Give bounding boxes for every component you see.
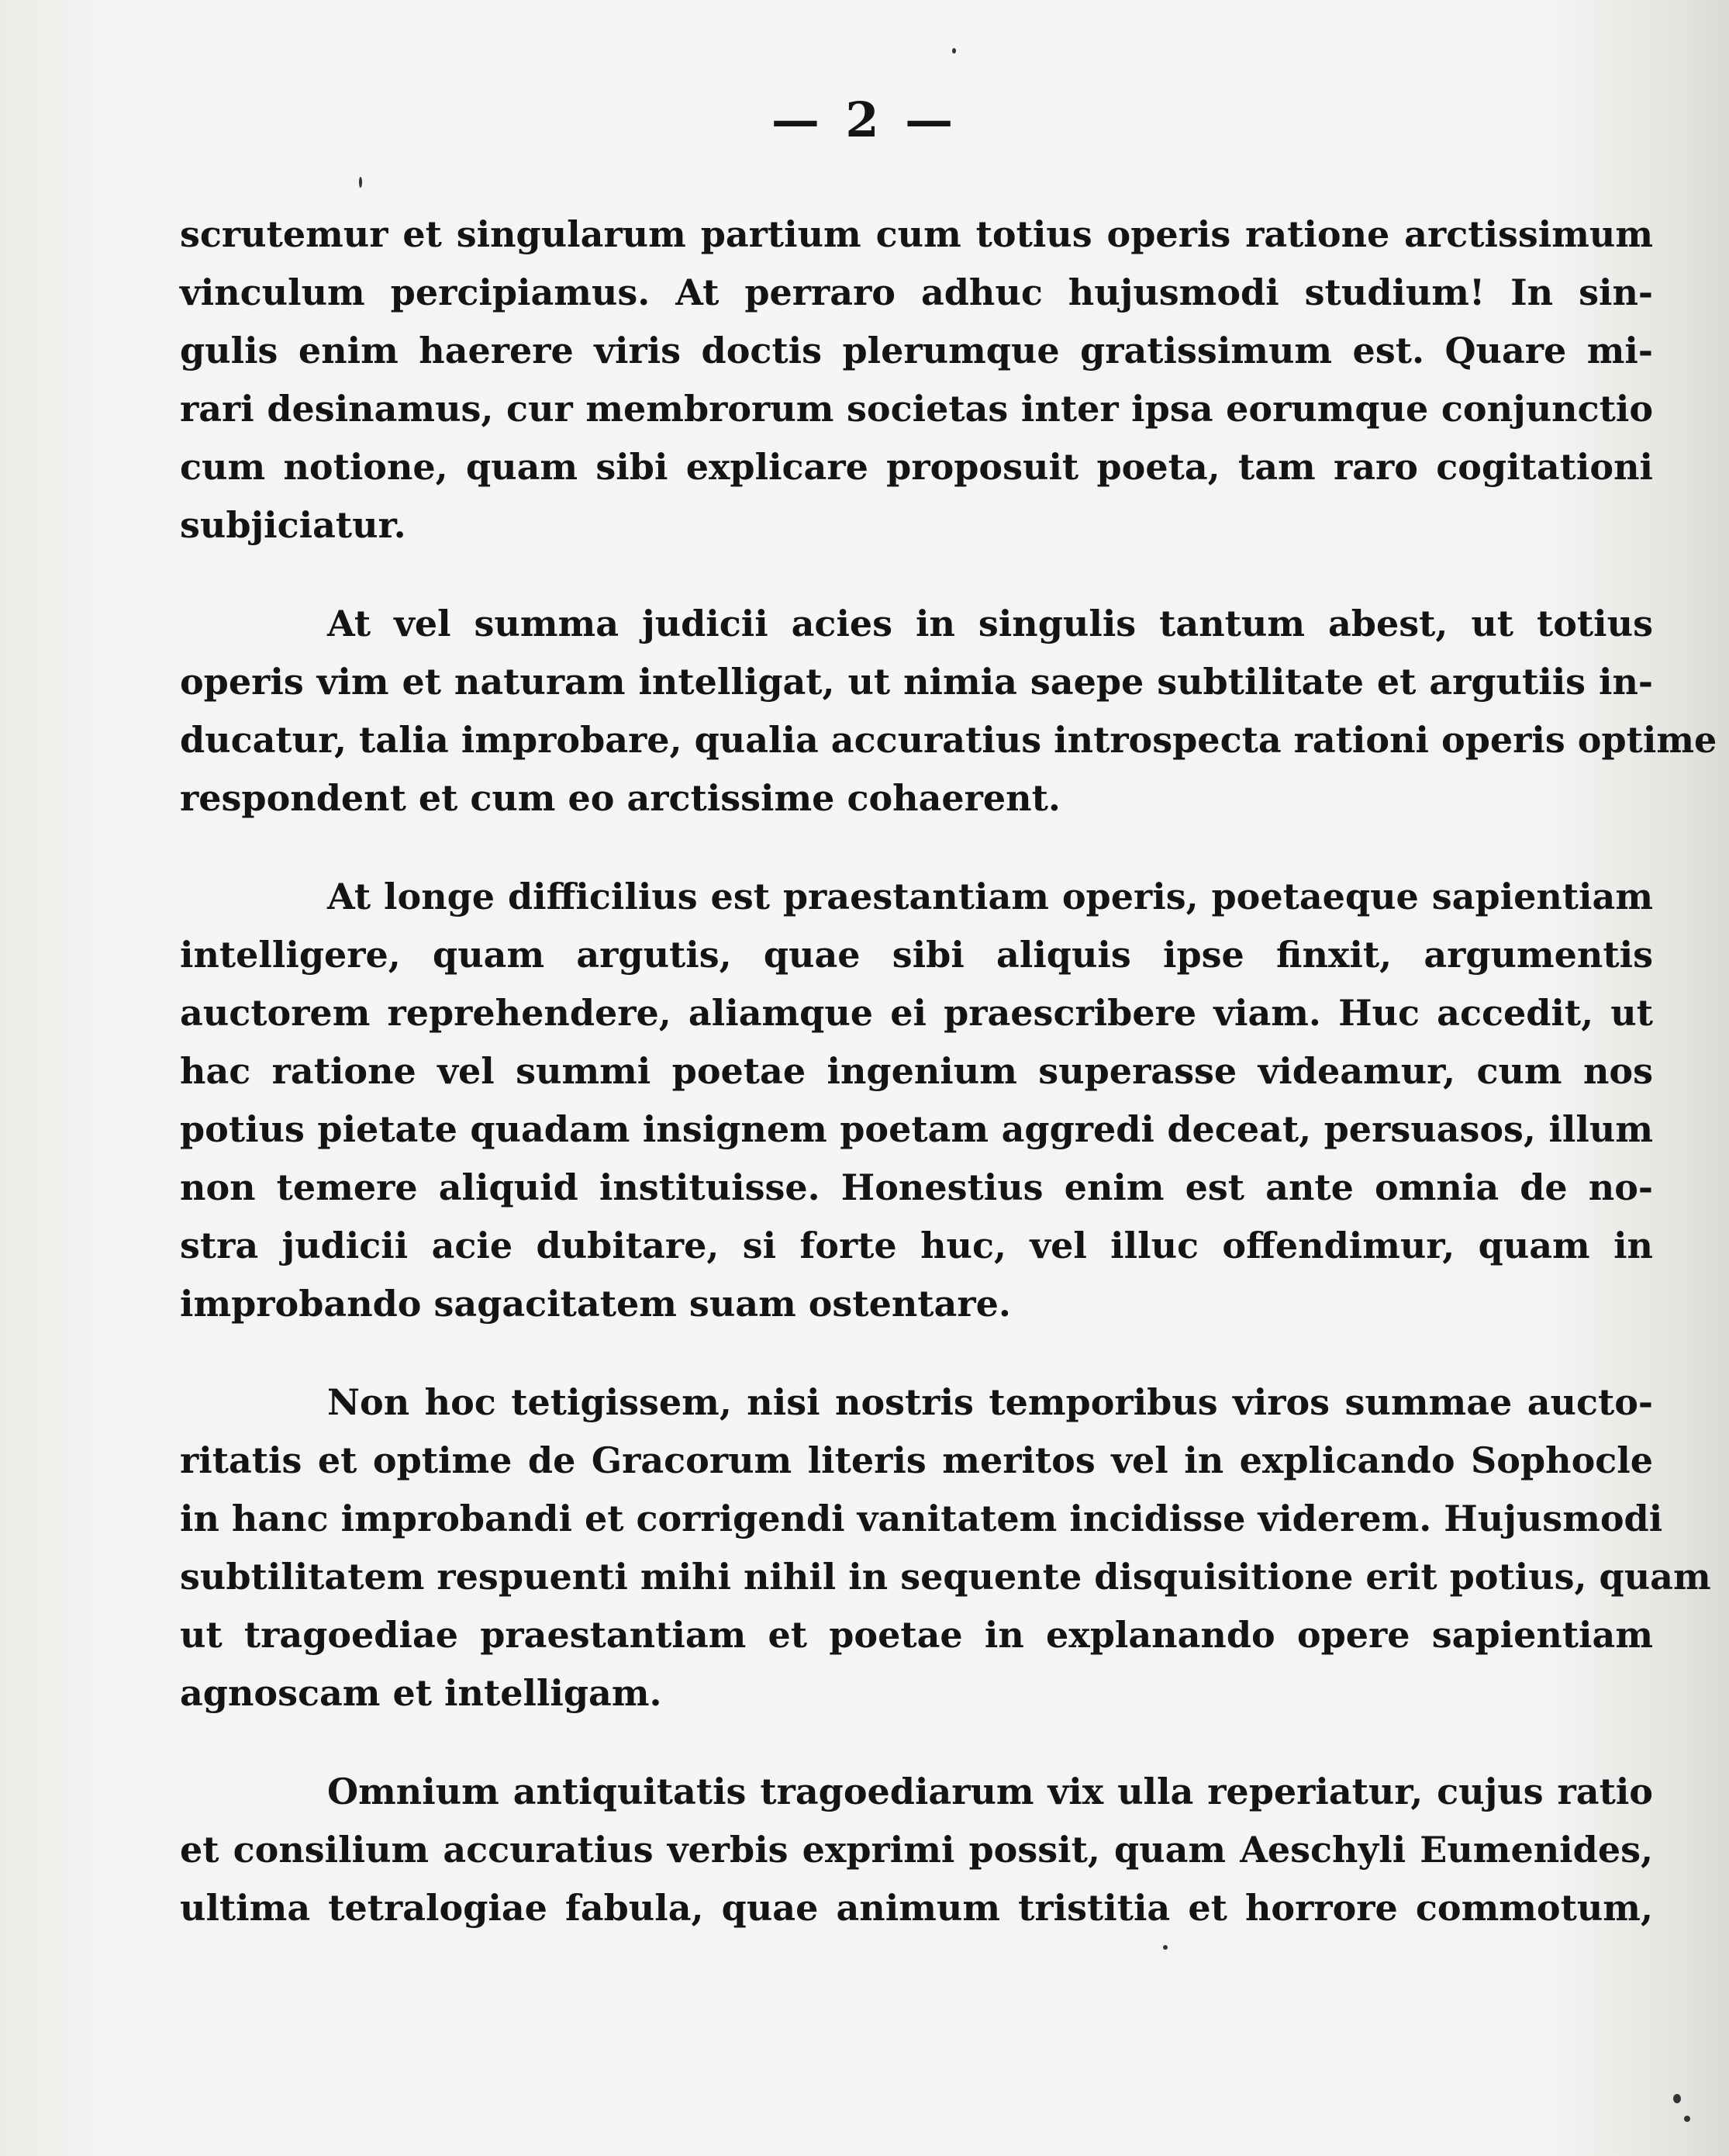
text-line: At vel summa judicii acies in singulis tantum abest, ut totius — [327, 603, 1653, 644]
text-line: Omnium antiquitatis tragoediarum vix ulla reperiatur, cujus ratio — [327, 1771, 1653, 1812]
print-speck — [1684, 2116, 1690, 2122]
body-text — [180, 206, 1717, 1937]
text-line: subtilitatem respuenti mihi nihil in sequente disquisitione erit potius, quam — [180, 1556, 1711, 1598]
text-line: improbando sagacitatem suam ostentare. — [180, 1283, 1011, 1325]
text-line: respondent et cum eo arctissime cohaerent. — [180, 777, 1061, 819]
text-line: auctorem reprehendere, aliamque ei praescribere viam. Huc accedit, ut — [180, 992, 1653, 1034]
text-line: operis vim et naturam intelligat, ut nimia saepe subtilitate et argutiis in- — [180, 661, 1653, 703]
paragraph-2 — [180, 595, 1717, 828]
text-line: potius pietate quadam insignem poetam aggredi deceat, persuasos, illum — [180, 1108, 1653, 1150]
text-line: At longe difficilius est praestantiam operis, poetaeque sapientiam — [327, 876, 1653, 917]
print-speck — [1673, 2094, 1681, 2103]
text-line: rari desinamus, cur membrorum societas inter ipsa eorumque conjunctio — [180, 388, 1653, 430]
text-line: stra judicii acie dubitare, si forte huc, vel illuc offendimur, quam in — [180, 1225, 1653, 1266]
text-line: gulis enim haerere viris doctis plerumque gratissimum est. Quare mi- — [180, 330, 1653, 371]
text-line: non temere aliquid instituisse. Honestius enim est ante omnia de no- — [180, 1166, 1653, 1208]
paragraph-4 — [180, 1373, 1711, 1722]
text-line: ritatis et optime de Gracorum literis meritos vel in explicando Sophocle — [180, 1439, 1653, 1481]
text-line: intelligere, quam argutis, quae sibi aliquis ipse finxit, argumentis — [180, 934, 1653, 976]
text-line: vinculum percipiamus. At perraro adhuc hujusmodi studium! In sin- — [180, 271, 1653, 313]
text-line: Non hoc tetigissem, nisi nostris temporibus viros summae aucto- — [327, 1381, 1653, 1423]
text-line: scrutemur et singularum partium cum totius operis ratione arctissimum — [180, 213, 1653, 255]
text-line: ducatur, talia improbare, qualia accuratius introspecta rationi operis optime — [180, 719, 1717, 761]
text-line: et consilium accuratius verbis exprimi possit, quam Aeschyli Eumenides, — [180, 1829, 1653, 1871]
text-line: cum notione, quam sibi explicare proposuit poeta, tam raro cogitationi — [180, 446, 1653, 488]
print-speck — [359, 177, 362, 188]
page-number: — 2 — — [771, 92, 958, 148]
paragraph-5 — [180, 1763, 1653, 1937]
text-line: in hanc improbandi et corrigendi vanitatem incidisse viderem. Hujusmodi — [180, 1498, 1663, 1539]
paragraph-3 — [180, 868, 1653, 1333]
print-speck — [952, 48, 956, 54]
text-line: ut tragoediae praestantiam et poetae in explanando opere sapientiam — [180, 1614, 1653, 1656]
text-line: subjiciatur. — [180, 504, 406, 546]
text-line: hac ratione vel summi poetae ingenium superasse videamur, cum nos — [180, 1050, 1653, 1092]
paragraph-1 — [180, 206, 1653, 555]
print-speck — [1163, 1945, 1168, 1950]
text-line: ultima tetralogiae fabula, quae animum tristitia et horrore commotum, — [180, 1887, 1653, 1929]
text-line: agnoscam et intelligam. — [180, 1672, 662, 1714]
